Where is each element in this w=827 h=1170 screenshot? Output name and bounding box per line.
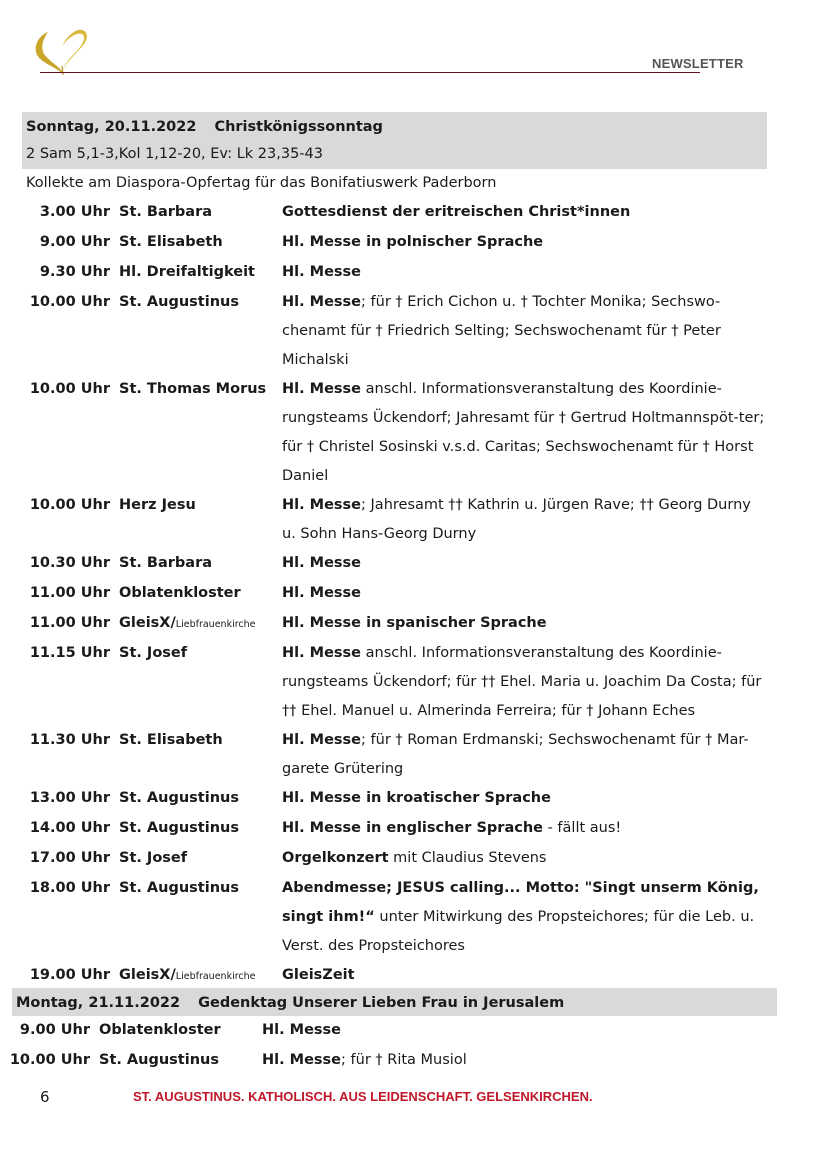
location-sub: Liebfrauenkirche [175, 971, 256, 982]
service-time: 10.00 Uhr [9, 1052, 90, 1068]
service-time: 13.00 Uhr [29, 790, 110, 806]
service-title: Abendmesse; JESUS calling... Motto: "Singt unserm König, singt ihm!“ [282, 880, 759, 925]
service-details: anschl. Informationsveranstaltung des Koordinie-rungsteams Ückendorf; Jahresamt für † Gertrud Holtmannspöt-ter; für † Christel Sosinski v.s.d. Caritas; Sechswochenamt für † Horst Daniel [282, 381, 765, 484]
location-sub: Liebfrauenkirche [175, 619, 256, 630]
schedule-row [22, 609, 767, 639]
service-location [110, 375, 271, 491]
location-name: GleisX/ [119, 615, 176, 631]
footer-motto: ST. AUGUSTINUS. KATHOLISCH. AUS LEIDENSCHAFT. GELSENKIRCHEN. [133, 1089, 593, 1104]
service-title: Gottesdienst der eritreischen Christ*innen [282, 204, 631, 220]
schedule-row [22, 288, 767, 375]
service-location [110, 258, 271, 288]
service-time: 11.30 Uhr [29, 732, 110, 748]
header-rule [40, 72, 700, 73]
location-name: St. Augustinus [119, 294, 239, 310]
location-name: St. Josef [119, 645, 188, 661]
service-description [271, 288, 767, 375]
service-details: ; für † Rita Musiol [341, 1052, 467, 1068]
service-location [110, 844, 271, 874]
schedule-row [22, 814, 767, 844]
service-location [110, 961, 271, 991]
service-description [271, 491, 767, 549]
location-name: St. Josef [119, 850, 188, 866]
service-title: Hl. Messe in kroatischer Sprache [282, 790, 551, 806]
service-location [90, 1046, 251, 1076]
service-location [110, 874, 271, 961]
schedule-row [22, 784, 767, 814]
schedule-row [22, 844, 767, 874]
schedule-row [22, 874, 767, 961]
service-title: Hl. Messe [282, 264, 362, 280]
service-time: 18.00 Uhr [29, 880, 110, 896]
schedule-row [22, 579, 767, 609]
schedule-row [22, 198, 767, 228]
service-description [271, 549, 767, 579]
service-description [271, 726, 767, 784]
service-details: mit Claudius Stevens [388, 850, 547, 866]
monday-section [9, 988, 777, 1076]
sunday-section [22, 112, 767, 991]
service-time: 3.00 Uhr [39, 204, 110, 220]
day-header [12, 988, 777, 1016]
service-title: Hl. Messe [282, 585, 362, 601]
schedule-row [2, 1046, 777, 1076]
service-title: Hl. Messe [282, 381, 362, 397]
service-time: 9.00 Uhr [39, 234, 110, 250]
location-name: Herz Jesu [119, 497, 196, 513]
schedule-row [22, 726, 767, 784]
service-location [110, 228, 271, 258]
service-time: 10.00 Uhr [29, 381, 110, 397]
service-time: 11.15 Uhr [29, 645, 110, 661]
service-location [110, 198, 271, 228]
service-time: 9.00 Uhr [19, 1022, 90, 1038]
sunday-entries [22, 198, 767, 991]
monday-entries [2, 1016, 777, 1076]
service-description [271, 228, 767, 258]
service-location [110, 784, 271, 814]
day-feast: Gedenktag Unserer Lieben Frau in Jerusalem [198, 995, 565, 1011]
service-location [110, 639, 271, 726]
service-description [271, 609, 767, 639]
service-title: Hl. Messe [282, 294, 362, 310]
location-name: Oblatenkloster [99, 1022, 221, 1038]
service-location [110, 549, 271, 579]
service-description [271, 258, 767, 288]
service-location [90, 1016, 251, 1046]
day-title [12, 988, 777, 1016]
page-number: 6 [40, 1088, 50, 1106]
service-title: Hl. Messe [282, 645, 362, 661]
schedule-row [22, 258, 767, 288]
service-time: 11.00 Uhr [29, 615, 110, 631]
schedule-row [22, 549, 767, 579]
service-details: ; für † Roman Erdmanski; Sechswochenamt für † Mar-garete Grütering [282, 732, 749, 777]
service-title: Hl. Messe [282, 732, 362, 748]
service-description [271, 579, 767, 609]
newsletter-label: NEWSLETTER [652, 56, 744, 71]
service-location [110, 726, 271, 784]
location-name: St. Elisabeth [119, 234, 223, 250]
service-description [271, 639, 767, 726]
day-date: Sonntag, 20.11.2022 [26, 119, 197, 135]
service-details: anschl. Informationsveranstaltung des Koordinie-rungsteams Ückendorf; für †† Ehel. Maria u. Joachim Da Costa; für †† Ehel. Manuel u. Almerinda Ferreira; für † Johann Eches [282, 645, 762, 719]
service-title: Orgelkonzert [282, 850, 389, 866]
service-title: Hl. Messe in spanischer Sprache [282, 615, 547, 631]
service-details: unter Mitwirkung des Propsteichores; für die Leb. u. Verst. des Propsteichores [282, 909, 755, 954]
service-location [110, 579, 271, 609]
schedule-row [2, 1016, 777, 1046]
schedule-row [22, 639, 767, 726]
service-description [271, 874, 767, 961]
service-location [110, 288, 271, 375]
service-title: Hl. Messe in englischer Sprache [282, 820, 543, 836]
service-time: 14.00 Uhr [29, 820, 110, 836]
schedule-row [22, 375, 767, 491]
location-name: St. Augustinus [119, 820, 239, 836]
service-description [271, 784, 767, 814]
service-description [271, 198, 767, 228]
location-name: St. Augustinus [119, 790, 239, 806]
day-date: Montag, 21.11.2022 [16, 995, 181, 1011]
location-name: St. Barbara [119, 204, 213, 220]
service-title: Hl. Messe [262, 1052, 342, 1068]
service-location [110, 609, 271, 639]
service-time: 10.30 Uhr [29, 555, 110, 571]
service-details: ; Jahresamt †† Kathrin u. Jürgen Rave; †† Georg Durny u. Sohn Hans-Georg Durny [282, 497, 751, 542]
service-time: 17.00 Uhr [29, 850, 110, 866]
schedule-row [22, 491, 767, 549]
service-description [251, 1016, 777, 1046]
service-location [110, 491, 271, 549]
service-time: 10.00 Uhr [29, 497, 110, 513]
location-name: Hl. Dreifaltigkeit [119, 264, 255, 280]
service-details: ; für † Erich Cichon u. † Tochter Monika; Sechswo-chenamt für † Friedrich Selting; Sechswochenamt für † Peter Michalski [282, 294, 721, 368]
day-title [22, 112, 767, 140]
schedule-row [22, 228, 767, 258]
location-name: St. Augustinus [119, 880, 239, 896]
schedule-row [22, 961, 767, 991]
service-description [271, 375, 767, 491]
service-title: Hl. Messe [282, 497, 362, 513]
heart-logo-icon [32, 26, 94, 76]
day-header [22, 112, 767, 169]
location-name: Oblatenkloster [119, 585, 241, 601]
service-description [271, 844, 767, 874]
service-time: 9.30 Uhr [39, 264, 110, 280]
service-description [271, 814, 767, 844]
service-title: GleisZeit [282, 967, 355, 983]
collection-note: Kollekte am Diaspora-Opfertag für das Bonifatiuswerk Paderborn [26, 175, 497, 191]
location-name: St. Thomas Morus [119, 381, 267, 397]
day-feast: Christkönigssonntag [214, 119, 383, 135]
service-description [271, 961, 767, 991]
service-details: - fällt aus! [542, 820, 622, 836]
service-title: Hl. Messe in polnischer Sprache [282, 234, 544, 250]
location-name: GleisX/ [119, 967, 176, 983]
location-name: St. Elisabeth [119, 732, 223, 748]
service-location [110, 814, 271, 844]
service-time: 10.00 Uhr [29, 294, 110, 310]
service-time: 11.00 Uhr [29, 585, 110, 601]
day-readings: 2 Sam 5,1-3,Kol 1,12-20, Ev: Lk 23,35-43 [26, 146, 323, 162]
service-title: Hl. Messe [262, 1022, 342, 1038]
service-time: 19.00 Uhr [29, 967, 110, 983]
service-description [251, 1046, 777, 1076]
location-name: St. Augustinus [99, 1052, 219, 1068]
location-name: St. Barbara [119, 555, 213, 571]
service-title: Hl. Messe [282, 555, 362, 571]
